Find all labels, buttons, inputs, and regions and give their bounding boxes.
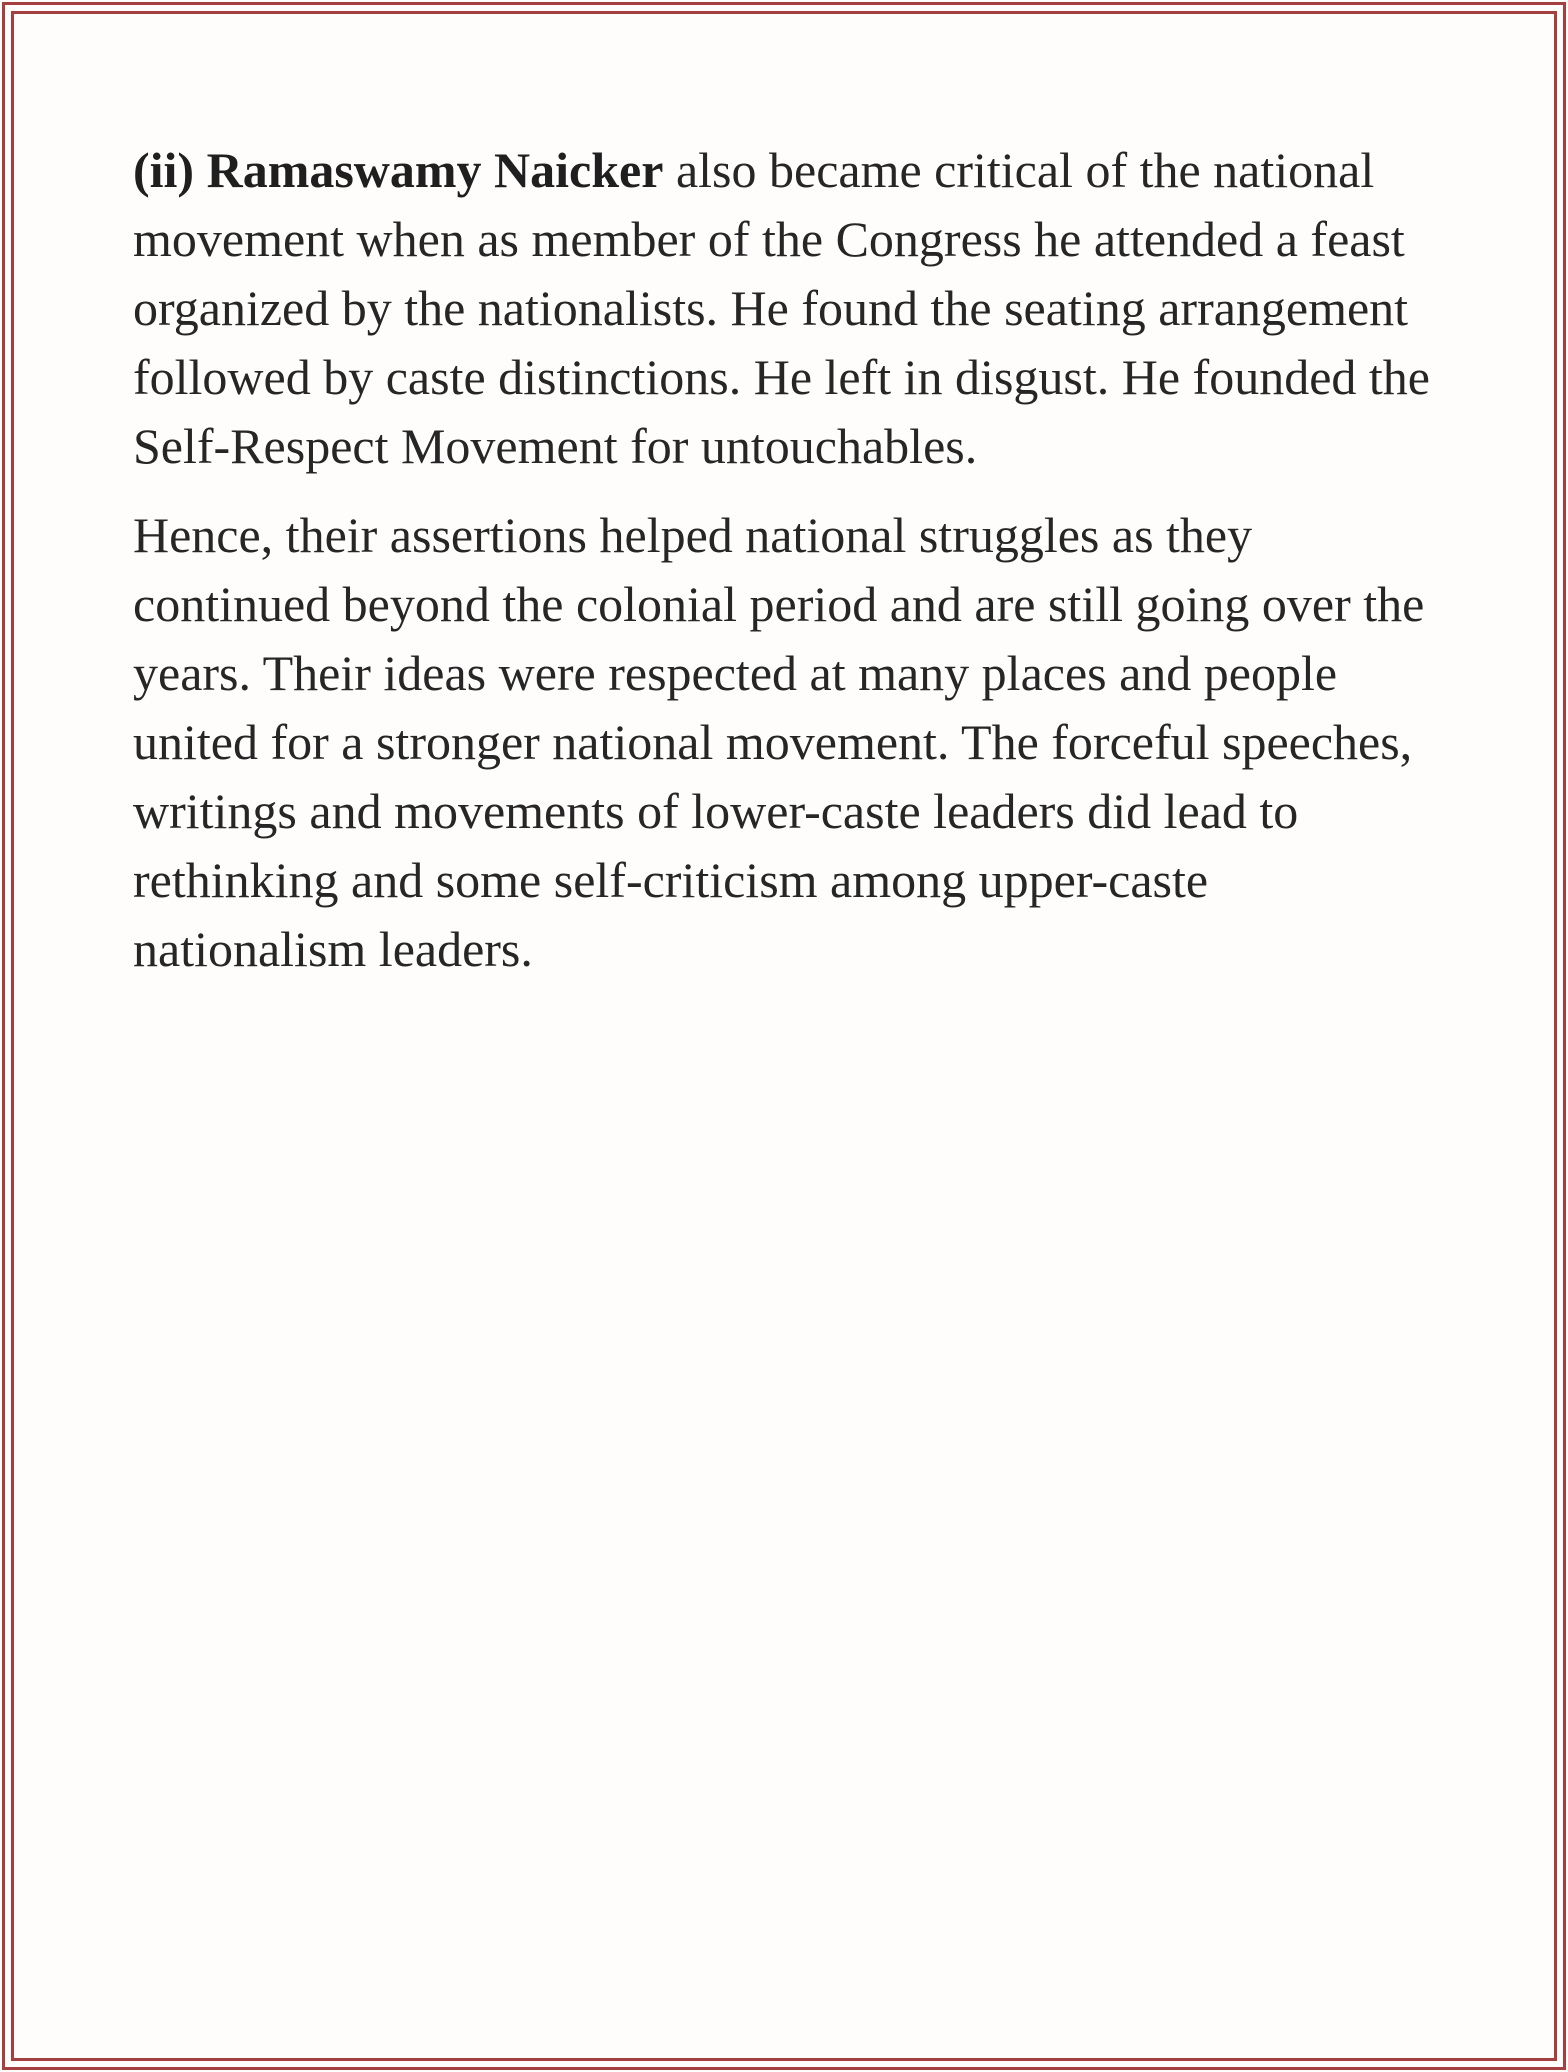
paragraph-text: also became critical of the national movement when as member of the Congress he attended a feast organized by the nationalists. He found the seating arrangement followed by caste distinctions. He left in disgust. He founded the Self-Respect Movement for untouchables. xyxy=(133,142,1430,474)
paragraph-lead-label: (ii) Ramaswamy Naicker xyxy=(133,142,664,198)
paragraph-conclusion: Hence, their assertions helped national struggles as they continued beyond the colonial period and are still going over the years. Their ideas were respected at many places and people united for a stronger national movement. The forceful speeches, writings and movements of lower-caste leaders did lead to rethinking and some self-criticism among upper-caste nationalism leaders. xyxy=(133,507,1425,977)
paragraph-ramaswamy-naicker xyxy=(133,136,1453,481)
document-body xyxy=(133,136,1453,984)
